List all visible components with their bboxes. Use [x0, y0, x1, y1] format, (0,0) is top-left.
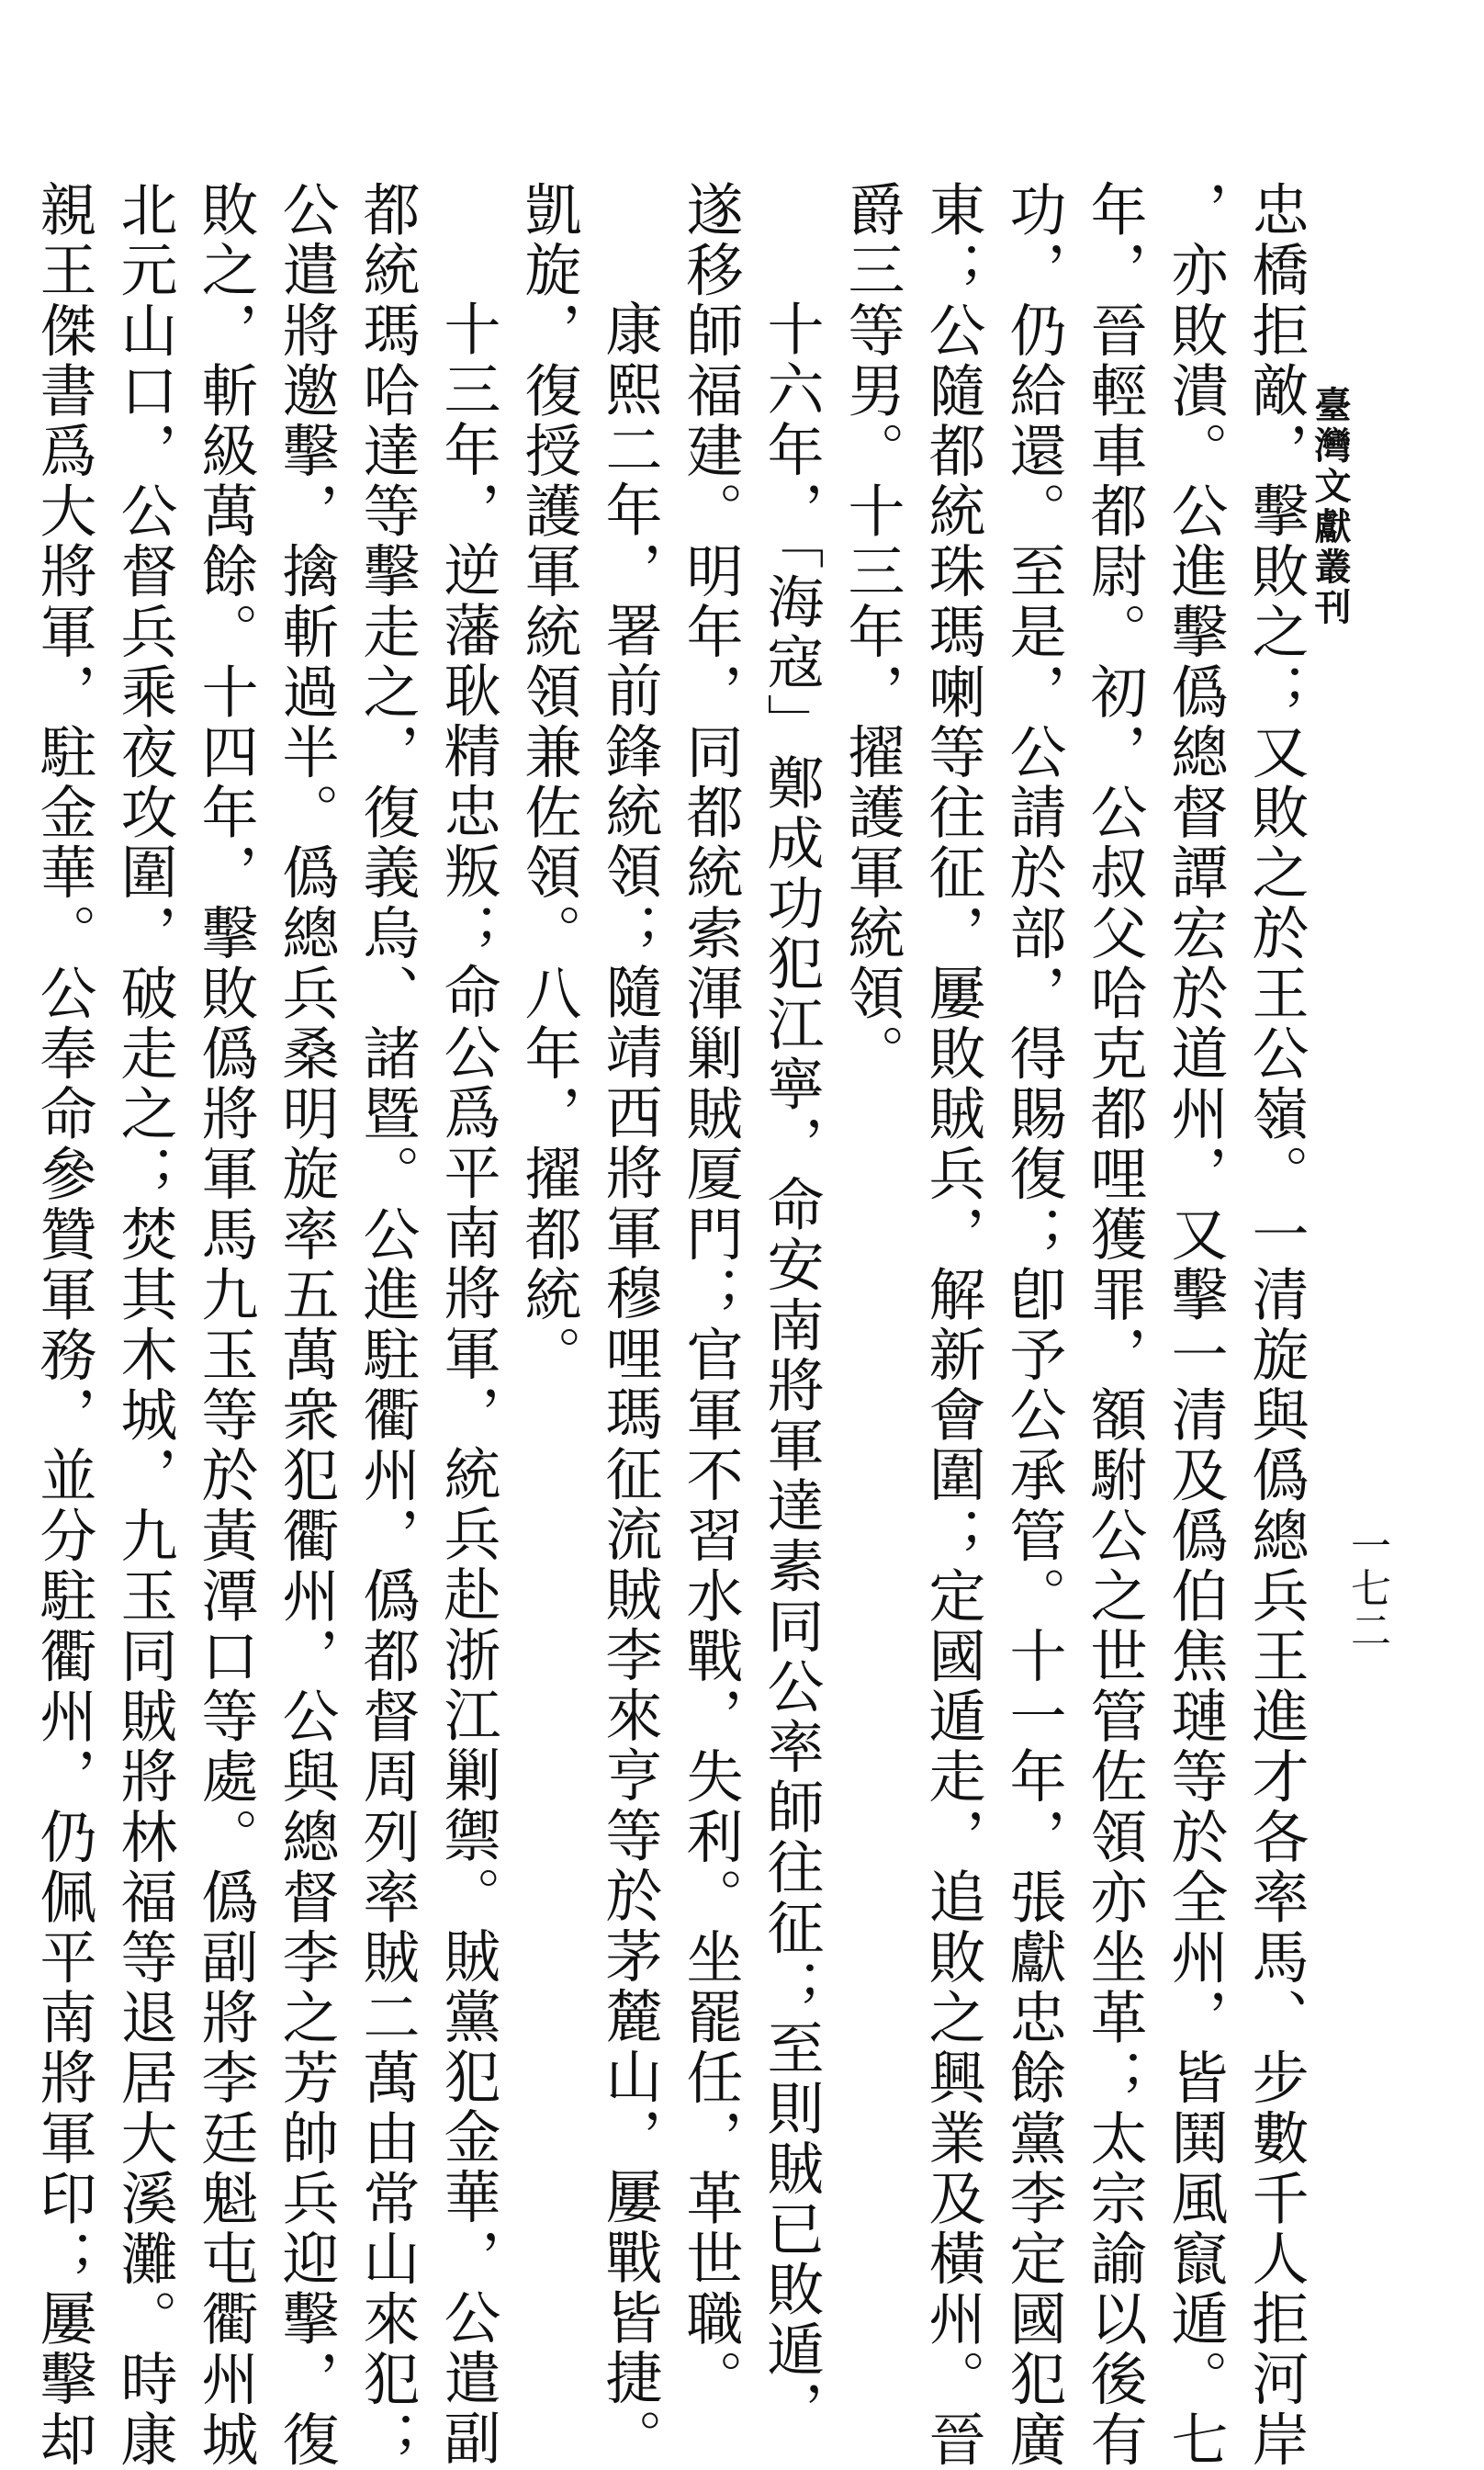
text-column: 都統瑪哈達等擊走之，復義烏、諸暨。公進駐衢州，僞都督周列率賊二萬由常山來犯；	[354, 180, 421, 2470]
text-column: 公遣將邀擊，擒斬過半。僞總兵桑明旋率五萬衆犯衢州，公與總督李之芳帥兵迎擊，復	[273, 180, 340, 2470]
text-column: ，亦敗潰。公進擊僞總督譚宏於道州，又擊一清及僞伯焦璉等於全州，皆鬨風竄遁。七	[1162, 180, 1229, 2470]
text-column: 北元山口，公督兵乘夜攻圍，破走之；焚其木城，九玉同賊將林福等退居大溪灘。時康	[111, 180, 178, 2470]
text-column: 親王傑書爲大將軍，駐金華。公奉命參贊軍務，並分駐衢州，仍佩平南將軍印；屢擊却	[30, 180, 97, 2470]
text-column: 遂移師福建。明年，同都統索渾剿賊厦門；官軍不習水戰，失利。坐罷任，革世職。	[677, 180, 744, 2410]
text-column-paragraph-start: 十三年，逆藩耿精忠叛；命公爲平南將軍，統兵赴浙江剿禦。賊黨犯金華，公遣副	[434, 299, 501, 2469]
text-column: 功，仍給還。至是，公請於部，得賜復；卽予公承管。十一年，張獻忠餘黨李定國犯廣	[1000, 180, 1067, 2470]
text-column: 爵三等男。十三年，擢護軍統領。	[838, 180, 905, 1084]
body-text	[30, 180, 1310, 2470]
running-title: 臺灣文獻叢刊	[1309, 386, 1352, 628]
text-column: 年，晉輕車都尉。初，公叔父哈克都哩獲罪，額駙公之世管佐領亦坐革；太宗諭以後有	[1081, 180, 1148, 2470]
text-column: 凱旋，復授護軍統領兼佐領。八年，擢都統。	[515, 180, 582, 1385]
text-column: 東；公隨都統珠瑪喇等往征，屢敗賊兵，解新會圍；定國遁走，追敗之興業及橫州。晉	[919, 180, 986, 2470]
page-number: 一七二	[1343, 1525, 1390, 1652]
text-column-paragraph-start: 十六年，「海寇」鄭成功犯江寧，命安南將軍達素同公率師往征；至則賊已敗遁，	[758, 299, 825, 2441]
text-column: 敗之，斬級萬餘。十四年，擊敗僞將軍馬九玉等於黃潭口等處。僞副將李廷魁屯衢州城	[192, 180, 259, 2470]
text-column-paragraph-start: 康熙二年，署前鋒統領；隨靖西將軍穆哩瑪征流賊李來亨等於茅麓山，屢戰皆捷。	[596, 299, 663, 2469]
text-column: 忠橋拒敵，擊敗之；又敗之於王公嶺。一清旋與僞總兵王進才各率馬、步數千人拒河岸	[1242, 180, 1310, 2470]
